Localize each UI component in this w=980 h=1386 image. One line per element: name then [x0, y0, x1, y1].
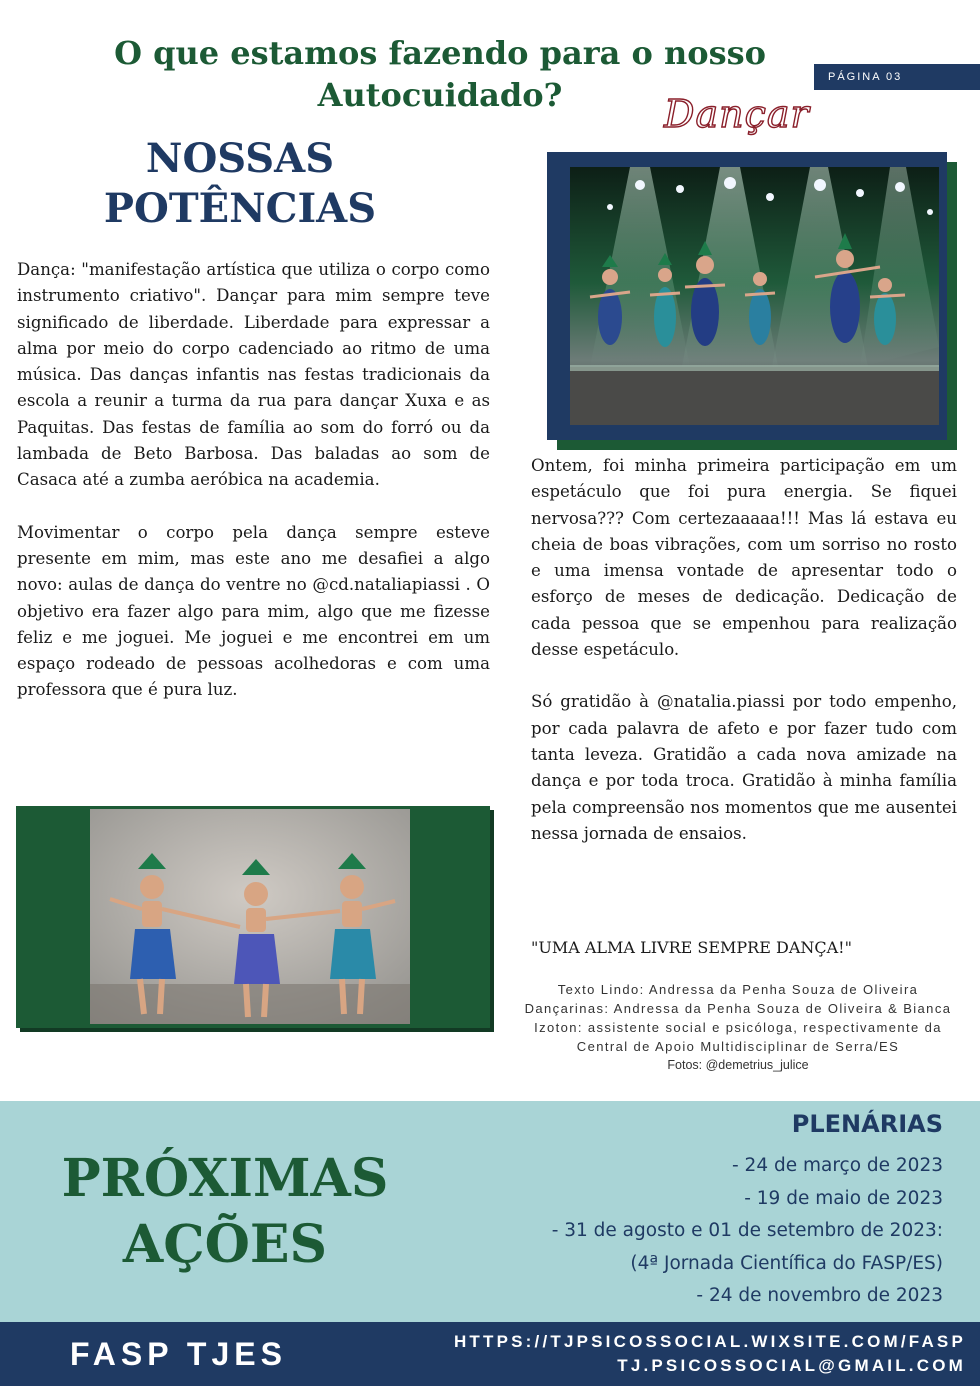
script-subtitle: Dançar — [664, 92, 810, 136]
credits-block — [510, 980, 966, 1075]
closing-quote: "UMA ALMA LIVRE SEMPRE DANÇA!" — [531, 938, 852, 957]
stage-dance-photo — [570, 167, 939, 425]
section-heading: NOSSAS POTÊNCIAS — [103, 135, 377, 232]
page-number-badge: PÁGINA 03 — [814, 64, 980, 90]
photos-credit: Fotos: @demetrius_julice — [667, 1058, 809, 1072]
footer-contact — [454, 1330, 966, 1378]
plenaria-date: - 24 de março de 2023 — [732, 1155, 943, 1176]
dancers-credit: Dançarinas: Andressa da Penha Souza de Oliveira & Bianca Izoton: assistente social e psicóloga, respectivamente da Central de Apoio Multidisciplinar de Serra/ES — [524, 1001, 952, 1054]
right-paragraph: Só gratidão à @natalia.piassi por todo empenho, por cada palavra de afeto e por fazer tudo com tanta leveza. Gratidão a cada nova amizade na dança e por toda troca. Gratidão à minha família pela compreensão nos momentos que me ausentei nessa jornada de ensaios. — [531, 692, 957, 843]
right-column-text — [531, 453, 957, 847]
left-paragraph: Dança: "manifestação artística que utiliza o corpo como instrumento criativo". Dançar para mim sempre teve significado de liberdade. Liberdade para expressar a alma por meio do corpo cadenciado ao ritmo de uma música. Das danças infantis nas festas tradicionais da escola a reunir a turma da rua para dançar Xuxa e as Paquitas. Das festas de família ao som do forró ou da lambada de Beto Barbosa. Das baladas ao som de Casaca até a zumba aeróbica na academia. — [17, 260, 490, 490]
text-credit: Texto Lindo: Andressa da Penha Souza de Oliveira — [557, 982, 919, 997]
plenaria-date: - 19 de maio de 2023 — [744, 1187, 943, 1209]
next-actions-heading: PRÓXIMAS AÇÕES — [61, 1148, 389, 1275]
email-link[interactable]: TJ.PSICOSSOCIAL@GMAIL.COM — [617, 1356, 966, 1375]
plenarias-title: PLENÁRIAS — [791, 1110, 943, 1138]
left-column-text — [17, 257, 490, 704]
three-dancers-photo — [90, 809, 410, 1024]
footer-brand: FASP TJES — [70, 1336, 287, 1372]
plenaria-date: - 31 de agosto e 01 de setembro de 2023: — [551, 1220, 943, 1242]
right-paragraph: Ontem, foi minha primeira participação em um espetáculo que foi pura energia. Se fiquei nervosa??? Com certezaaaaa!!! Mas lá estava eu cheia de boas vibrações, com um sorriso no rosto e uma imensa vontade de apresentar todo o esforço de meses de dedicação. Dedicação de cada pessoa que se empenhou para realização desse espetáculo. — [531, 456, 957, 660]
footer — [0, 1322, 980, 1386]
left-paragraph: Movimentar o corpo pela dança sempre esteve presente em mim, mas este ano me desafiei a algo novo: aulas de dança do ventre no @cd.nataliapiassi . O objetivo era fazer algo para mim, algo que me fizesse feliz e me joguei. Me joguei e me encontrei em um espaço rodeado de pessoas acolhedoras e com uma professora que é pura luz. — [17, 522, 490, 700]
plenaria-date: (4ª Jornada Científica do FASP/ES) — [630, 1252, 943, 1274]
plenaria-date: - 24 de novembro de 2023 — [696, 1285, 943, 1307]
website-link[interactable]: HTTPS://TJPSICOSSOCIAL.WIXSITE.COM/FASP — [453, 1332, 966, 1351]
stage-photo-frame — [547, 152, 947, 440]
page-title: O que estamos fazendo para o nosso Autocuidado? — [114, 34, 766, 114]
plenarias-date-list — [473, 1150, 943, 1313]
dancers-photo-frame — [16, 806, 490, 1028]
